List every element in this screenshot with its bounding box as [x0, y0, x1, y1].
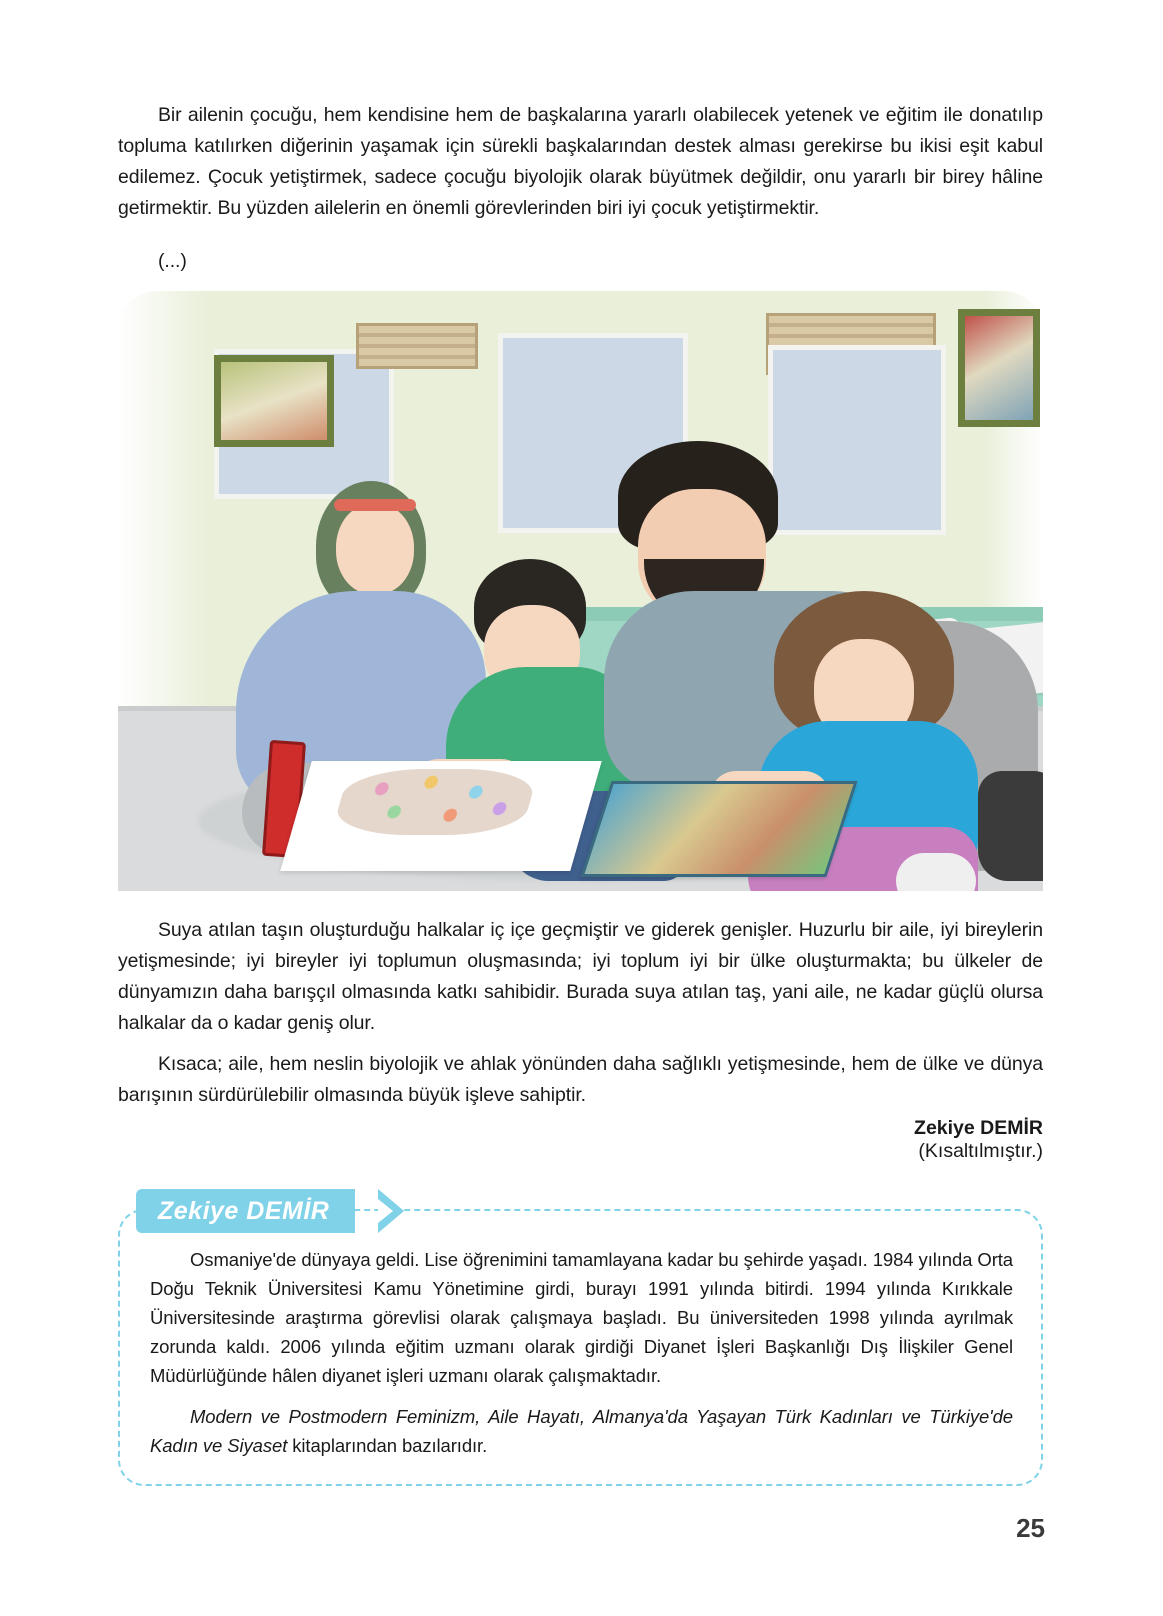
author-note: (Kısaltılmıştır.) [918, 1140, 1043, 1162]
infobox-ribbon-label: Zekiye DEMİR [136, 1189, 355, 1233]
author-infobox-wrapper [118, 1196, 1043, 1486]
paragraph-intro: Bir ailenin çocuğu, hem kendisine hem de başkalarına yararlı olabilecek yetenek ve eğitim ile donatılıp topluma katılırken diğerinin yaşamak için sürekli başkalarından destek alması gerekirse bu ikisi eşit kabul edilemez. Çocuk yetiştirmek, sadece çocuğu biyolojik olarak büyütmek değildir, onu yararlı bir birey hâline getirmektir. Bu yüzden ailelerin en önemli görevlerinden biri iyi çocuk yetiştirmektir. [118, 104, 1043, 219]
ribbon-arrow-inner-icon [378, 1199, 393, 1223]
mother-headband [334, 499, 416, 511]
painting-left [214, 355, 334, 447]
infobox-paragraph-2-rest: kitaplarından bazılarıdır. [287, 1435, 488, 1456]
paragraph-after-image-2: Kısaca; aile, hem neslin biyolojik ve ahlak yönünden daha sağlıklı yetişmesinde, hem de ülke ve dünya barışının sürdürülebilir olmasında büyük işleve sahiptir. [118, 1053, 1043, 1106]
wall-left-fade [118, 291, 208, 711]
painting-right [958, 309, 1040, 427]
paragraph-after-image-1: Suya atılan taşın oluşturduğu halkalar iç içe geçmiştir ve giderek genişler. Huzurlu bir aile, iyi bireylerin yetişmesinde; iyi bireyler iyi toplumun oluşmasında; iyi toplum iyi bir ülke oluşturmakta; bu ülkeler de dünyamızın daha barışçıl olmasında katkı sahibidir. Burada suya atılan taş, yani aile, ne kadar güçlü olursa halkalar da o kadar geniş olur. [118, 919, 1043, 1034]
author-infobox [118, 1196, 1043, 1486]
author-credit [118, 1117, 1043, 1163]
window-blind-left [356, 323, 478, 369]
infobox-book-titles: Modern ve Postmodern Feminizm, Aile Hayatı, Almanya'da Yaşayan Türk Kadınları ve Türkiye'de Kadın ve Siyaset [150, 1406, 1013, 1456]
family-illustration [118, 291, 1043, 891]
infobox-paragraph-2 [150, 1402, 1013, 1460]
paragraph-ellipsis: (...) [158, 250, 187, 272]
infobox-paragraph-1: Osmaniye'de dünyaya geldi. Lise öğrenimini tamamlayana kadar bu şehirde yaşadı. 1984 yılında Orta Doğu Teknik Üniversitesi Kamu Yönetimine girdi, burayı 1991 yılında bitirdi. 1994 yılında Kırıkkale Üniversitesinde araştırma görevlisi olarak çalışmaya başladı. Bu üniversiteden 1998 yılında ayrılmak zorunda kaldı. 2006 yılında eğitim uzmanı olarak girdiği Diyanet İşleri Başkanlığı Dış İlişkiler Genel Müdürlüğünde hâlen diyanet işleri uzmanı olarak çalışmaktadır. [150, 1249, 1013, 1386]
girl-sock [896, 853, 976, 891]
author-name: Zekiye DEMİR [914, 1117, 1043, 1139]
board-game [580, 781, 857, 877]
page-number: 25 [1016, 1513, 1045, 1543]
